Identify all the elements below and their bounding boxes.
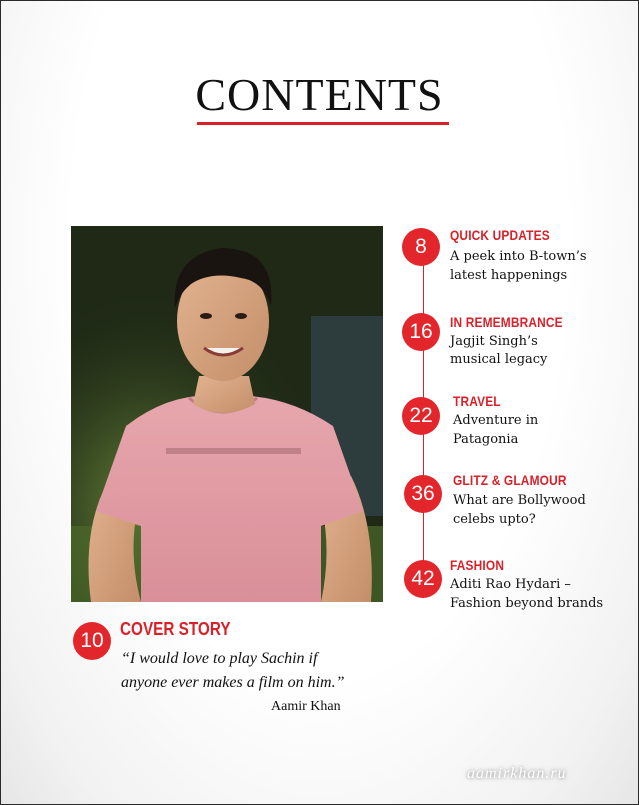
section-desc-line: Adventure in [453, 413, 539, 428]
section-desc-line: What are Bollywood [453, 493, 586, 508]
page-number-badge: 8 [402, 228, 440, 266]
cover-story-page-badge: 10 [73, 622, 111, 660]
section-desc-line: Fashion beyond brands [450, 596, 604, 611]
section-heading-travel: TRAVEL [453, 393, 501, 409]
cover-story-quote [121, 647, 345, 695]
page-number-badge: 36 [404, 475, 442, 513]
cover-photo [71, 226, 383, 602]
section-heading-fashion: FASHION [450, 557, 505, 573]
cover-story-author: Aamir Khan [271, 699, 341, 714]
section-desc-line: musical legacy [450, 352, 548, 367]
title-underline [197, 122, 449, 125]
section-desc-line: celebs upto? [453, 512, 536, 527]
section-heading-quick-updates: QUICK UPDATES [450, 227, 550, 243]
watermark-text: aamirkhan.ru [467, 765, 567, 782]
section-heading-in-remembrance: IN REMEMBRANCE [450, 314, 563, 330]
section-desc-line: Patagonia [453, 432, 519, 447]
section-desc-line: Jagjit Singh’s [450, 334, 538, 349]
cover-quote-line: “I would love to play Sachin if [121, 650, 318, 667]
section-heading-glitz-glamour: GLITZ & GLAMOUR [453, 472, 567, 488]
cover-story-heading: COVER STORY [120, 619, 231, 639]
section-desc-line: A peek into B-town’s [450, 249, 587, 264]
page-title: CONTENTS [195, 69, 444, 120]
cover-quote-line: anyone ever makes a film on him.” [121, 674, 345, 691]
page-number-badge: 16 [402, 313, 440, 351]
cover-photo-illustration [71, 226, 383, 602]
section-desc-line: Aditi Rao Hydari – [450, 577, 571, 592]
section-desc-line: latest happenings [450, 268, 568, 283]
page-number-badge: 42 [404, 560, 442, 598]
page-number-badge: 22 [402, 397, 440, 435]
